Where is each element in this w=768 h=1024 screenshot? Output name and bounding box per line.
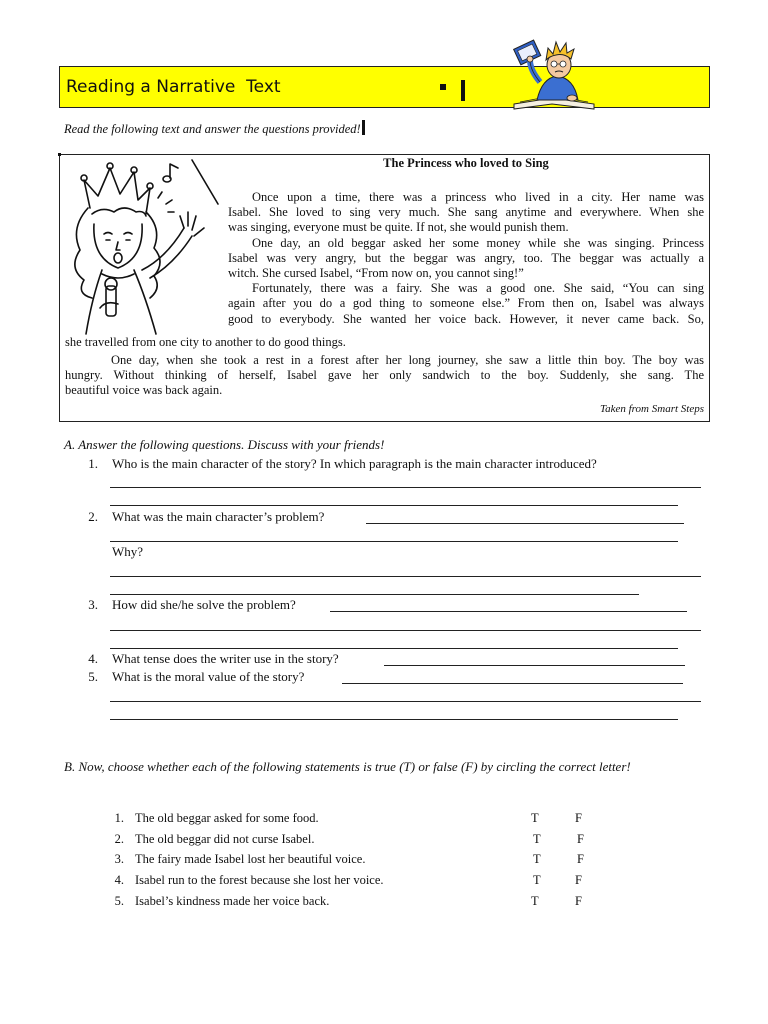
false-option[interactable]: F xyxy=(577,852,584,866)
story-line: One day, an old beggar asked her some money while she was singing. Princess xyxy=(252,235,704,250)
statement-text: Isabel run to the forest because she lost her voice. xyxy=(135,873,384,887)
question-number: 4. xyxy=(88,651,98,666)
question-text: Who is the main character of the story? In which paragraph is the main character introduced? xyxy=(112,456,597,471)
answer-line[interactable] xyxy=(110,701,701,702)
story-line: hungry. Without thinking of herself, Isabel gave her only sandwich to the boy. Suddenly, she sang. The xyxy=(65,368,704,383)
true-option[interactable]: T xyxy=(533,852,541,866)
story-line: was singing, everyone must be quite. If not, she would punish them. xyxy=(228,220,569,235)
page-title: Reading a Narrative Text xyxy=(66,77,281,97)
answer-line[interactable] xyxy=(110,648,678,649)
answer-line[interactable] xyxy=(110,487,701,488)
question-number: 1. xyxy=(88,456,98,471)
story-line: witch. She cursed Isabel, “From now on, you cannot sing!” xyxy=(228,266,524,281)
singing-princess-illustration xyxy=(62,158,224,336)
question-text: What tense does the writer use in the story? xyxy=(112,651,339,666)
true-option[interactable]: T xyxy=(531,811,539,825)
statement-number: 4. xyxy=(114,873,124,887)
answer-line[interactable] xyxy=(110,541,678,542)
reading-student-illustration xyxy=(512,38,597,113)
question-text: What was the main character’s problem? xyxy=(112,509,325,524)
false-option[interactable]: F xyxy=(575,873,582,887)
story-line: One day, when she took a rest in a forest after her long journey, she saw a little thin boy. The boy was xyxy=(111,353,704,367)
story-line: Isabel. She loved to sing very much. She sang anytime and everywhere. When she xyxy=(228,205,704,220)
story-line: good to everybody. She wanted her voice back. However, it never came back. So, xyxy=(228,311,704,326)
true-option[interactable]: T xyxy=(533,873,541,887)
answer-line[interactable] xyxy=(342,683,683,684)
question-number: 5. xyxy=(88,669,98,684)
section-a-heading: A. Answer the following questions. Discuss with your friends! xyxy=(64,437,385,452)
followup-question: Why? xyxy=(112,544,144,559)
text-cursor xyxy=(461,80,465,101)
text-cursor xyxy=(362,120,365,135)
statement-number: 3. xyxy=(114,852,124,866)
story-paragraph-lower xyxy=(65,353,704,399)
statement-text: The fairy made Isabel lost her beautiful voice. xyxy=(135,852,366,866)
story-line: Once upon a time, there was a princess who lived in a city. Her name was xyxy=(252,190,704,204)
question-number: 2. xyxy=(88,509,98,524)
statement-number: 1. xyxy=(114,811,124,825)
bullet-marker xyxy=(440,84,446,90)
statement-text: The old beggar asked for some food. xyxy=(135,811,319,825)
question-text: What is the moral value of the story? xyxy=(112,669,305,684)
section-b-heading: B. Now, choose whether each of the following statements is true (T) or false (F) by circling the correct letter! xyxy=(64,759,631,774)
story-line: she travelled from one city to another to do good things. xyxy=(65,335,346,349)
instruction-text: Read the following text and answer the questions provided! xyxy=(64,120,365,137)
story-paragraphs-upper xyxy=(228,190,704,327)
story-title: The Princess who loved to Sing xyxy=(383,156,549,170)
true-option[interactable]: T xyxy=(531,894,539,908)
story-line: Isabel was very angry, but the beggar was angry, too. The beggar was actually a xyxy=(228,250,704,265)
story-line: Fortunately, there was a fairy. She was a good one. She said, “You can sing xyxy=(252,281,704,296)
corner-marker xyxy=(58,153,61,156)
answer-line[interactable] xyxy=(110,505,678,506)
answer-line[interactable] xyxy=(110,630,701,631)
statement-number: 5. xyxy=(114,894,124,908)
false-option[interactable]: F xyxy=(577,832,584,846)
answer-line[interactable] xyxy=(330,611,687,612)
answer-line[interactable] xyxy=(110,594,639,595)
question-number: 3. xyxy=(88,597,98,612)
statement-text: The old beggar did not curse Isabel. xyxy=(135,832,315,846)
false-option[interactable]: F xyxy=(575,894,582,908)
answer-line[interactable] xyxy=(384,665,685,666)
statement-text: Isabel’s kindness made her voice back. xyxy=(135,894,330,908)
answer-line[interactable] xyxy=(366,523,684,524)
story-line: beautiful voice was back again. xyxy=(65,383,223,398)
statement-number: 2. xyxy=(114,832,124,846)
answer-line[interactable] xyxy=(110,719,678,720)
answer-line[interactable] xyxy=(110,576,701,577)
source-credit: Taken from Smart Steps xyxy=(600,403,704,415)
true-option[interactable]: T xyxy=(533,832,541,846)
story-line: again after you do a god thing to someone else.” From then on, Isabel was always xyxy=(228,296,704,311)
question-text: How did she/he solve the problem? xyxy=(112,597,296,612)
false-option[interactable]: F xyxy=(575,811,582,825)
